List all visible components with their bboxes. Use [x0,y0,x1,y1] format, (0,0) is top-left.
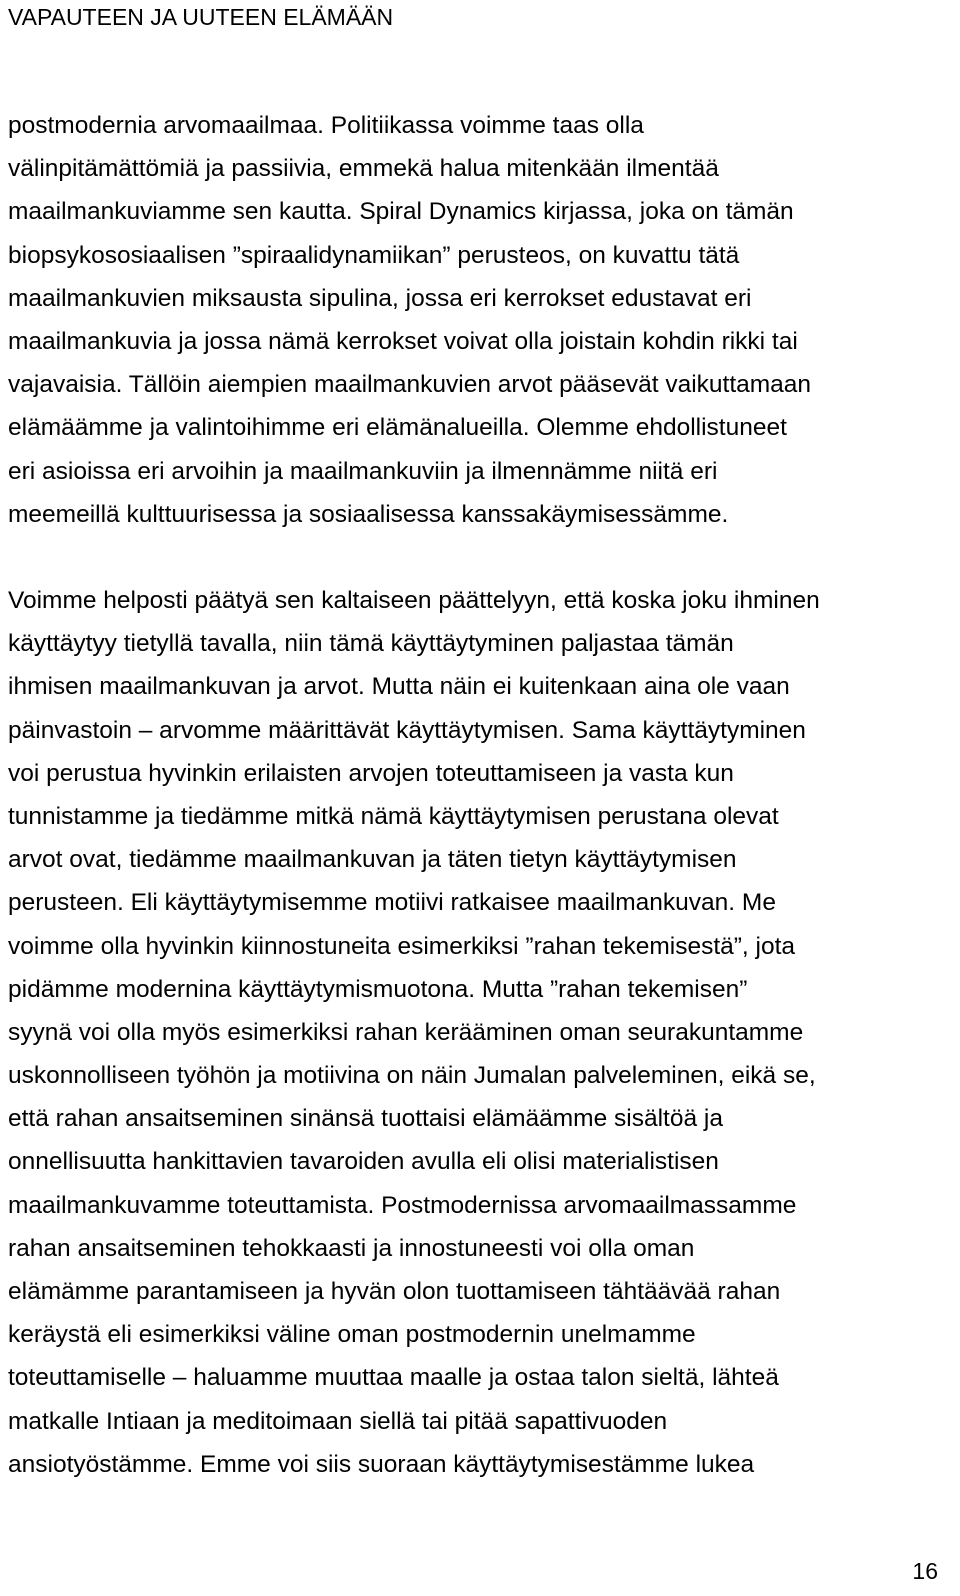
text-line: käyttäytyy tietyllä tavalla, niin tämä käyttäytyminen paljastaa tämän [8,630,734,658]
text-line: maailmankuvien miksausta sipulina, jossa eri kerrokset edustavat eri [8,284,752,312]
text-line: ansiotyöstämme. Emme voi siis suoraan käyttäytymisestämme lukea [8,1450,755,1478]
text-line: ihmisen maailmankuvan ja arvot. Mutta näin ei kuitenkaan aina ole vaan [8,673,790,701]
text-line: että rahan ansaitseminen sinänsä tuottaisi elämäämme sisältöä ja [8,1105,723,1133]
paragraph-1 [8,104,958,536]
text-line: tunnistamme ja tiedämme mitkä nämä käyttäytymisen perustana olevat [8,802,779,830]
text-line: maailmankuvamme toteuttamista. Postmodernissa arvomaailmassamme [8,1191,797,1219]
text-line: meemeillä kulttuurisessa ja sosiaalisessa kanssakäymisessämme. [8,500,729,528]
page-header: VAPAUTEEN JA UUTEEN ELÄMÄÄN [8,4,394,30]
text-line: elämämme parantamiseen ja hyvän olon tuottamiseen tähtäävää rahan [8,1278,781,1305]
text-line: uskonnolliseen työhön ja motiivina on näin Jumalan palveleminen, eikä se, [8,1062,816,1090]
text-line: välinpitämättömiä ja passiivia, emmekä halua mitenkään ilmentää [8,155,719,183]
text-line: biopsykososiaalisen ”spiraalidynamiikan” perusteos, on kuvattu tätä [8,241,740,269]
text-line: toteuttamiselle – haluamme muuttaa maalle ja ostaa talon sieltä, lähteä [8,1364,779,1392]
text-line: maailmankuviamme sen kautta. Spiral Dynamics kirjassa, joka on tämän [8,198,794,226]
text-line: rahan ansaitseminen tehokkaasti ja innostuneesti voi olla oman [8,1234,695,1262]
text-line: elämäämme ja valintoihimme eri elämänalueilla. Olemme ehdollistuneet [8,414,787,442]
text-line: eri asioissa eri arvoihin ja maailmankuviin ja ilmennämme niitä eri [8,457,718,485]
text-line: vajavaisia. Tällöin aiempien maailmankuvien arvot pääsevät vaikuttamaan [8,371,812,399]
paragraph-2 [8,579,958,1486]
text-line: keräystä eli esimerkiksi väline oman postmodernin unelmamme [8,1321,696,1349]
text-line: onnellisuutta hankittavien tavaroiden avulla eli olisi materialistisen [8,1148,719,1176]
page-number: 16 [912,1558,938,1584]
text-line: syynä voi olla myös esimerkiksi rahan kerääminen oman seurakuntamme [8,1018,804,1046]
text-line: pidämme modernina käyttäytymismuotona. Mutta ”rahan tekemisen” [8,975,748,1003]
text-line: maailmankuvia ja jossa nämä kerrokset voivat olla joistain kohdin rikki tai [8,327,798,355]
text-line: päinvastoin – arvomme määrittävät käyttäytymisen. Sama käyttäytyminen [8,716,806,744]
text-line: voimme olla hyvinkin kiinnostuneita esimerkiksi ”rahan tekemisestä”, jota [8,932,796,960]
text-line: perusteen. Eli käyttäytymisemme motiivi ratkaisee maailmankuvan. Me [8,889,776,917]
text-line: postmodernia arvomaailmaa. Politiikassa voimme taas olla [8,112,644,139]
text-line: voi perustua hyvinkin erilaisten arvojen toteuttamiseen ja vasta kun [8,759,734,787]
text-line: matkalle Intiaan ja meditoimaan siellä tai pitää sapattivuoden [8,1407,668,1435]
text-line: Voimme helposti päätyä sen kaltaiseen päättelyyn, että koska joku ihminen [8,587,820,614]
text-line: arvot ovat, tiedämme maailmankuvan ja täten tietyn käyttäytymisen [8,846,737,874]
